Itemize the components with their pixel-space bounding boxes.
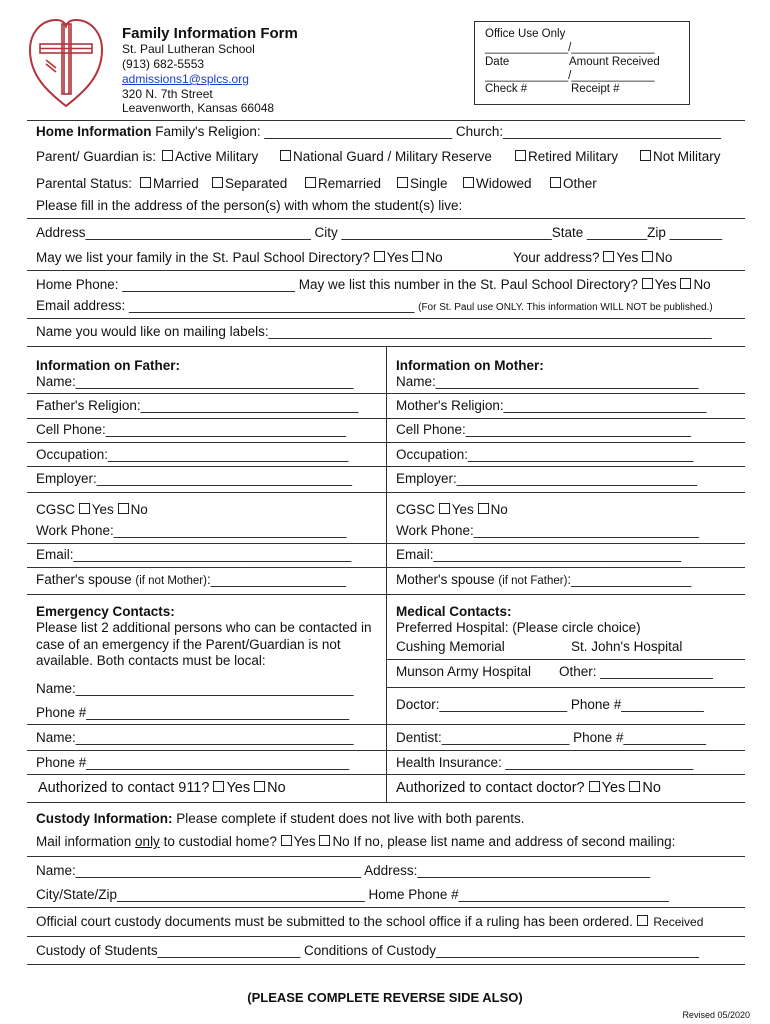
office-use-box <box>474 21 690 105</box>
divider <box>27 774 745 775</box>
status-married[interactable]: Married <box>140 176 199 191</box>
address-no-checkbox[interactable] <box>642 251 653 262</box>
email-line[interactable]: Email address: ______________________________________ (For St. Paul use ONLY. This information WILL NOT be published.) <box>36 298 713 313</box>
emergency-heading: Emergency Contacts: <box>36 604 175 619</box>
court-documents-note: Official court custody documents must be submitted to the school office if a ruling has been ordered. Received <box>36 914 704 929</box>
home-phone-line[interactable]: Home Phone: _______________________ May we list this number in the St. Paul School Directory? Yes No <box>36 277 711 292</box>
office-receipt: Receipt # <box>571 83 620 95</box>
divider <box>386 687 745 688</box>
office-title: Office Use Only <box>485 28 566 40</box>
office-amount: Amount Received <box>569 56 660 68</box>
mail-yes-checkbox[interactable] <box>281 835 292 846</box>
insurance-field[interactable]: Health Insurance: _________________________ <box>396 755 694 770</box>
home-religion-line <box>36 124 721 139</box>
divider <box>27 218 745 219</box>
office-row1: _____________/_____________ <box>485 42 655 54</box>
email-note: (For St. Paul use ONLY. This information WILL NOT be published.) <box>418 302 713 313</box>
column-divider <box>386 346 387 594</box>
doctor-field[interactable]: Doctor:_________________ Phone #___________ <box>396 697 704 712</box>
divider <box>27 750 745 751</box>
mother-email-field[interactable]: Email:_________________________________ <box>396 547 682 562</box>
mailing-label-field[interactable]: Name you would like on mailing labels:___________________________________________________________ <box>36 324 712 339</box>
father-cgsc-yes-checkbox[interactable] <box>79 503 90 514</box>
auth-doctor-yes-checkbox[interactable] <box>589 781 600 792</box>
hospital-cushing[interactable]: Cushing Memorial <box>396 639 505 654</box>
father-heading: Information on Father: <box>36 358 180 373</box>
divider <box>386 659 745 660</box>
emergency-instructions: Please list 2 additional persons who can be contacted in case of an emergency if the Parent/Guardian is not available. Both contacts must be local: <box>36 620 372 668</box>
mother-employer-field[interactable]: Employer:________________________________ <box>396 471 698 486</box>
school-phone: (913) 682-5553 <box>122 57 205 71</box>
divider <box>27 418 745 419</box>
option-active-military[interactable]: Active Military <box>162 149 258 164</box>
school-name: St. Paul Lutheran School <box>122 42 255 56</box>
mother-cgsc: CGSC Yes No <box>396 502 508 517</box>
checkbox[interactable] <box>305 177 316 188</box>
authorize-911: Authorized to contact 911? Yes No <box>38 780 286 796</box>
parental-status-label: Parental Status: <box>36 176 133 191</box>
father-cgsc-no-checkbox[interactable] <box>118 503 129 514</box>
custody-intro: Custody Information: Please complete if student does not live with both parents. <box>36 811 525 826</box>
checkbox[interactable] <box>397 177 408 188</box>
divider <box>27 393 745 394</box>
preferred-hospital-label: Preferred Hospital: (Please circle choice) <box>396 620 641 635</box>
divider <box>27 964 745 965</box>
directory-no-checkbox[interactable] <box>412 251 423 262</box>
school-logo <box>26 14 106 108</box>
emergency-name1-field[interactable]: Name:_____________________________________ <box>36 681 354 696</box>
home-heading: Home Information <box>36 124 152 139</box>
revision-date: Revised 05/2020 <box>682 1010 750 1020</box>
school-email-link[interactable]: admissions1@splcs.org <box>122 72 249 86</box>
father-cell-field[interactable]: Cell Phone:________________________________ <box>36 422 347 437</box>
custody-city-phone-field[interactable]: City/State/Zip_________________________________ Home Phone #____________________________ <box>36 887 669 902</box>
office-date: Date <box>485 56 510 68</box>
mother-cgsc-no-checkbox[interactable] <box>478 503 489 514</box>
divider <box>27 120 745 121</box>
emergency-phone2-field[interactable]: Phone #___________________________________ <box>36 755 350 770</box>
hospital-other-field[interactable]: Other: _______________ <box>559 664 713 679</box>
divider <box>27 442 745 443</box>
father-cgsc: CGSC Yes No <box>36 502 148 517</box>
divider <box>27 318 745 319</box>
mother-heading: Information on Mother: <box>396 358 544 373</box>
divider <box>27 492 745 493</box>
divider <box>27 856 745 857</box>
status-remarried[interactable]: Remarried <box>305 176 381 191</box>
divider <box>27 543 745 544</box>
mother-religion-field[interactable]: Mother's Religion:___________________________ <box>396 398 707 413</box>
medical-heading: Medical Contacts: <box>396 604 512 619</box>
received-checkbox[interactable] <box>637 915 648 926</box>
checkbox[interactable] <box>212 177 223 188</box>
mail-no-checkbox[interactable] <box>319 835 330 846</box>
custody-heading: Custody Information: <box>36 811 173 826</box>
custody-mail-question: Mail information only to custodial home? Yes No If no, please list name and address of second mailing: <box>36 834 676 849</box>
reverse-side-note: (PLEASE COMPLETE REVERSE SIDE ALSO) <box>247 990 523 1005</box>
custody-students-field[interactable]: Custody of Students___________________ Conditions of Custody___________________________________ <box>36 943 699 958</box>
divider <box>27 466 745 467</box>
divider <box>27 724 745 725</box>
father-name-field[interactable]: Name:_____________________________________ <box>36 374 354 389</box>
mother-cell-field[interactable]: Cell Phone:______________________________ <box>396 422 692 437</box>
phone-yes-checkbox[interactable] <box>642 278 653 289</box>
address-directory-question: Your address? Yes No <box>513 250 673 265</box>
mother-spouse-field[interactable]: Mother's spouse (if not Father):________________ <box>396 572 692 587</box>
parent-guardian-label: Parent/ Guardian is: <box>36 149 157 164</box>
form-title: Family Information Form <box>122 25 298 42</box>
divider <box>27 802 745 803</box>
school-street: 320 N. 7th Street <box>122 87 213 101</box>
directory-yes-checkbox[interactable] <box>374 251 385 262</box>
office-check: Check # <box>485 83 528 95</box>
emergency-name2-field[interactable]: Name:_____________________________________ <box>36 730 354 745</box>
father-employer-field[interactable]: Employer:__________________________________ <box>36 471 353 486</box>
father-email-field[interactable]: Email:_____________________________________ <box>36 547 352 562</box>
status-single[interactable]: Single <box>397 176 448 191</box>
mother-cgsc-yes-checkbox[interactable] <box>439 503 450 514</box>
auth-doctor-no-checkbox[interactable] <box>629 781 640 792</box>
divider <box>27 907 745 908</box>
religion-field[interactable]: Family's Religion: _________________________ Church:_____________________________ <box>151 124 721 139</box>
custody-name-address-field[interactable]: Name:______________________________________ Address:_______________________________ <box>36 863 651 878</box>
checkbox[interactable] <box>280 150 291 161</box>
phone-no-checkbox[interactable] <box>680 278 691 289</box>
father-religion-field[interactable]: Father's Religion:_____________________________ <box>36 398 359 413</box>
office-row2: _____________/_____________ <box>485 70 655 82</box>
checkbox[interactable] <box>162 150 173 161</box>
hospital-munson[interactable]: Munson Army Hospital <box>396 664 532 679</box>
heart-outline <box>30 20 102 106</box>
school-city: Leavenworth, Kansas 66048 <box>122 101 275 115</box>
checkbox[interactable] <box>140 177 151 188</box>
divider <box>27 936 745 937</box>
hospital-st-johns[interactable]: St. John's Hospital <box>571 639 683 654</box>
option-national-guard[interactable]: National Guard / Military Reserve <box>280 149 492 164</box>
status-widowed[interactable]: Widowed <box>463 176 532 191</box>
auth-911-no-checkbox[interactable] <box>254 781 265 792</box>
checkbox[interactable] <box>463 177 474 188</box>
option-not-military[interactable]: Not Military <box>640 149 721 164</box>
column-divider <box>386 594 387 802</box>
mother-occupation-field[interactable]: Occupation:______________________________ <box>396 447 694 462</box>
mother-name-field[interactable]: Name:___________________________________ <box>396 374 699 389</box>
address-field[interactable]: Address______________________________ City ____________________________State ________Zip _______ <box>36 225 723 240</box>
emergency-phone1-field[interactable]: Phone #___________________________________ <box>36 705 350 720</box>
father-work-phone-field[interactable]: Work Phone:_______________________________ <box>36 523 347 538</box>
father-spouse-field[interactable]: Father's spouse (if not Mother):__________________ <box>36 572 346 587</box>
father-occupation-field[interactable]: Occupation:________________________________ <box>36 447 349 462</box>
address-yes-checkbox[interactable] <box>603 251 614 262</box>
checkbox[interactable] <box>515 150 526 161</box>
authorize-doctor: Authorized to contact doctor? Yes No <box>396 780 661 796</box>
checkbox[interactable] <box>550 177 561 188</box>
status-separated[interactable]: Separated <box>212 176 287 191</box>
status-other[interactable]: Other <box>550 176 597 191</box>
mother-work-phone-field[interactable]: Work Phone:______________________________ <box>396 523 700 538</box>
divider <box>27 567 745 568</box>
directory-question: May we list your family in the St. Paul School Directory? Yes No <box>36 250 443 265</box>
dentist-field[interactable]: Dentist:_________________ Phone #___________ <box>396 730 707 745</box>
auth-911-yes-checkbox[interactable] <box>213 781 224 792</box>
divider <box>27 270 745 271</box>
option-retired-military[interactable]: Retired Military <box>515 149 618 164</box>
checkbox[interactable] <box>640 150 651 161</box>
fill-address-instruction: Please fill in the address of the person(s) with whom the student(s) live: <box>36 198 463 213</box>
